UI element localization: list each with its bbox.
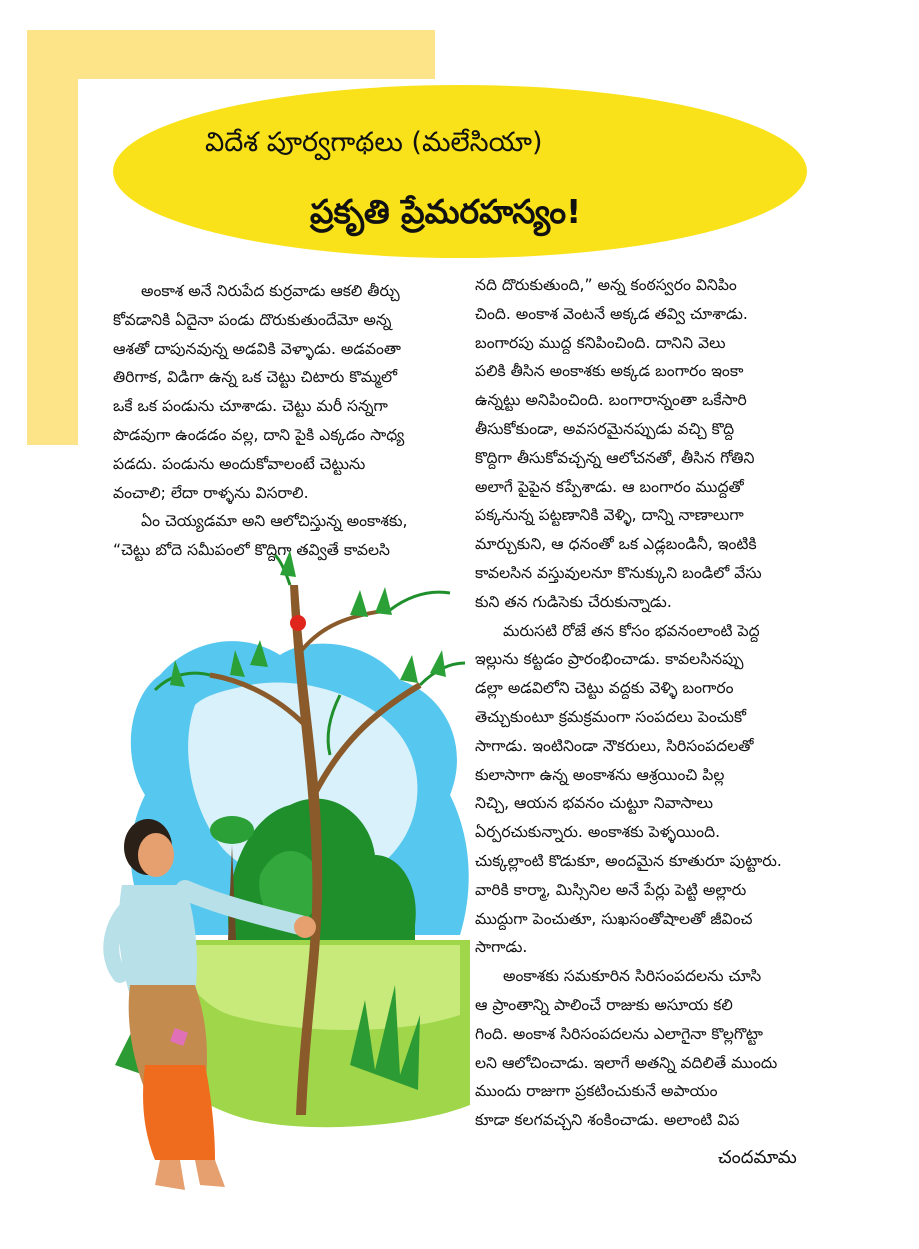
story-line: కూడా కలగవచ్చని శంకించాడు. అలాంటి విప [475,1111,740,1130]
series-subtitle: విదేశ పూర్వగాథలు (మలేసియా) [205,127,543,158]
story-line: చింది. అంకాశ వెంటనే అక్కడ తవ్వి చూశాడు. [475,304,748,323]
story-line: నది దొరుకుతుంది,” అన్న కంఠస్వరం వినిపిం [475,276,737,294]
story-line: ఒకే ఒక పండును చూశాడు. చెట్టు మరీ సన్నగా [113,397,388,416]
story-line: గింది. అంకాశ సిరిసంపదలను ఎలాగైనా కొల్లగొట్టా [475,1024,763,1043]
story-line: అంకాశ అనే నిరుపేద కుర్రవాడు ఆకలి తీర్చు [141,282,400,300]
story-line: ఇల్లును కట్టడం ప్రారంభించాడు. కావలసినప్పు [475,650,744,669]
story-line: చుక్కల్లాంటి కొడుకూ, అందమైన కూతురూ పుట్టారు. [475,851,782,870]
story-line: పడదు. పండును అందుకోవాలంటే చెట్టును [113,454,366,473]
fruit-icon [290,615,306,631]
left-column [113,277,458,565]
story-line: కులాసాగా ఉన్న అంకాశను ఆశ్రయించి పిల్ల [475,765,725,784]
story-line: సాగాడు. ఇంటినిండా నౌకరులు, సిరిసంపదలతో [475,736,754,755]
story-line: పక్కనున్న పట్టణానికి వెళ్ళి, దాన్ని నాణాలుగా [475,506,744,525]
story-line: మార్చుకుని, ఆ ధనంతో ఒక ఎడ్లబండినీ, ఇంటికి [475,535,757,554]
story-line: డల్లా అడవిలోని చెట్టు వద్దకు వెళ్ళి బంగారం [475,679,734,698]
story-line: ఏం చెయ్యడమా అని ఆలోచిస్తున్న అంకాశకు, [141,512,408,531]
story-illustration [100,545,470,1210]
story-line: కుని తన గుడిసెకు చేరుకున్నాడు. [475,592,672,611]
story-line: ముద్దుగా పెంచుతూ, సుఖసంతోషాలతో జీవించ [475,909,753,928]
story-line: ఉన్నట్టు అనిపించింది. బంగారాన్నంతా ఒకేసారి [475,391,747,410]
story-line: కొద్దిగా తీసుకోవచ్చన్న ఆలోచనతో, తీసిన గోతిని [475,448,755,467]
story-line: “చెట్టు బోదె సమీపంలో కొద్దిగా తవ్వితే కావలసి [113,541,390,560]
story-line: అలాగే పైపైన కప్పేశాడు. ఆ బంగారం ముద్దతో [475,477,744,496]
story-line: పొడవుగా ఉండడం వల్ల, దాని పైకి ఎక్కడం సాధ్య [113,425,405,444]
story-line: కోవడానికి ఏదైనా పండు దొరుకుతుందేమో అన్న [113,310,392,329]
story-line: వారికి కార్మా, మిస్సినిల అనే పేర్లు పెట్టి అల్లారు [475,880,747,899]
story-line: వంచాలి; లేదా రాళ్ళను విసరాలి. [113,483,309,502]
story-line: ముందు రాజుగా ప్రకటించుకునే అపాయం [475,1082,718,1101]
right-column [475,271,820,1135]
story-line: లని ఆలోచించాడు. ఇలాగే అతన్ని వదిలితే ముందు [475,1053,778,1072]
story-line: అంకాశకు సమకూరిన సిరిసంపదలను చూసి [503,967,762,986]
story-line: ఏర్పరచుకున్నారు. అంకాశకు పెళ్ళయింది. [475,823,721,842]
story-title: ప్రకృతి ప్రేమరహస్యం! [310,192,582,231]
story-line: ఆ ప్రాంతాన్ని పాలించే రాజుకు అసూయ కలి [475,995,733,1014]
story-line: సాగాడు. [475,938,528,957]
story-line: మరుసటి రోజే తన కోసం భవనంలాంటి పెద్ద [503,621,760,640]
story-line: తీసుకోకుండా, అవసరమైనప్పుడు వచ్చి కొద్ది [475,419,735,438]
story-line: నిచ్చి, ఆయన భవనం చుట్టూ నివాసాలు [475,794,714,813]
story-line: ఆశతో దాపునవున్న అడవికి వెళ్ళాడు. అడవంతా [113,339,401,358]
magazine-name: చందమామ [718,1147,797,1168]
story-line: బంగారపు ముద్ద కనిపించింది. దానిని వెలు [475,333,726,352]
story-line: కావలసిన వస్తువులనూ కొనుక్కుని బండిలో వేసు [475,563,762,582]
story-line: తెచ్చుకుంటూ క్రమక్రమంగా సంపదలు పెంచుకో [475,707,747,726]
story-line: పలికి తీసిన అంకాశకు అక్కడ బంగారం ఇంకా [475,362,744,381]
story-line: తిరిగాక, విడిగా ఉన్న ఒక చెట్టు చిటారు కొమ్మలో [113,368,398,387]
